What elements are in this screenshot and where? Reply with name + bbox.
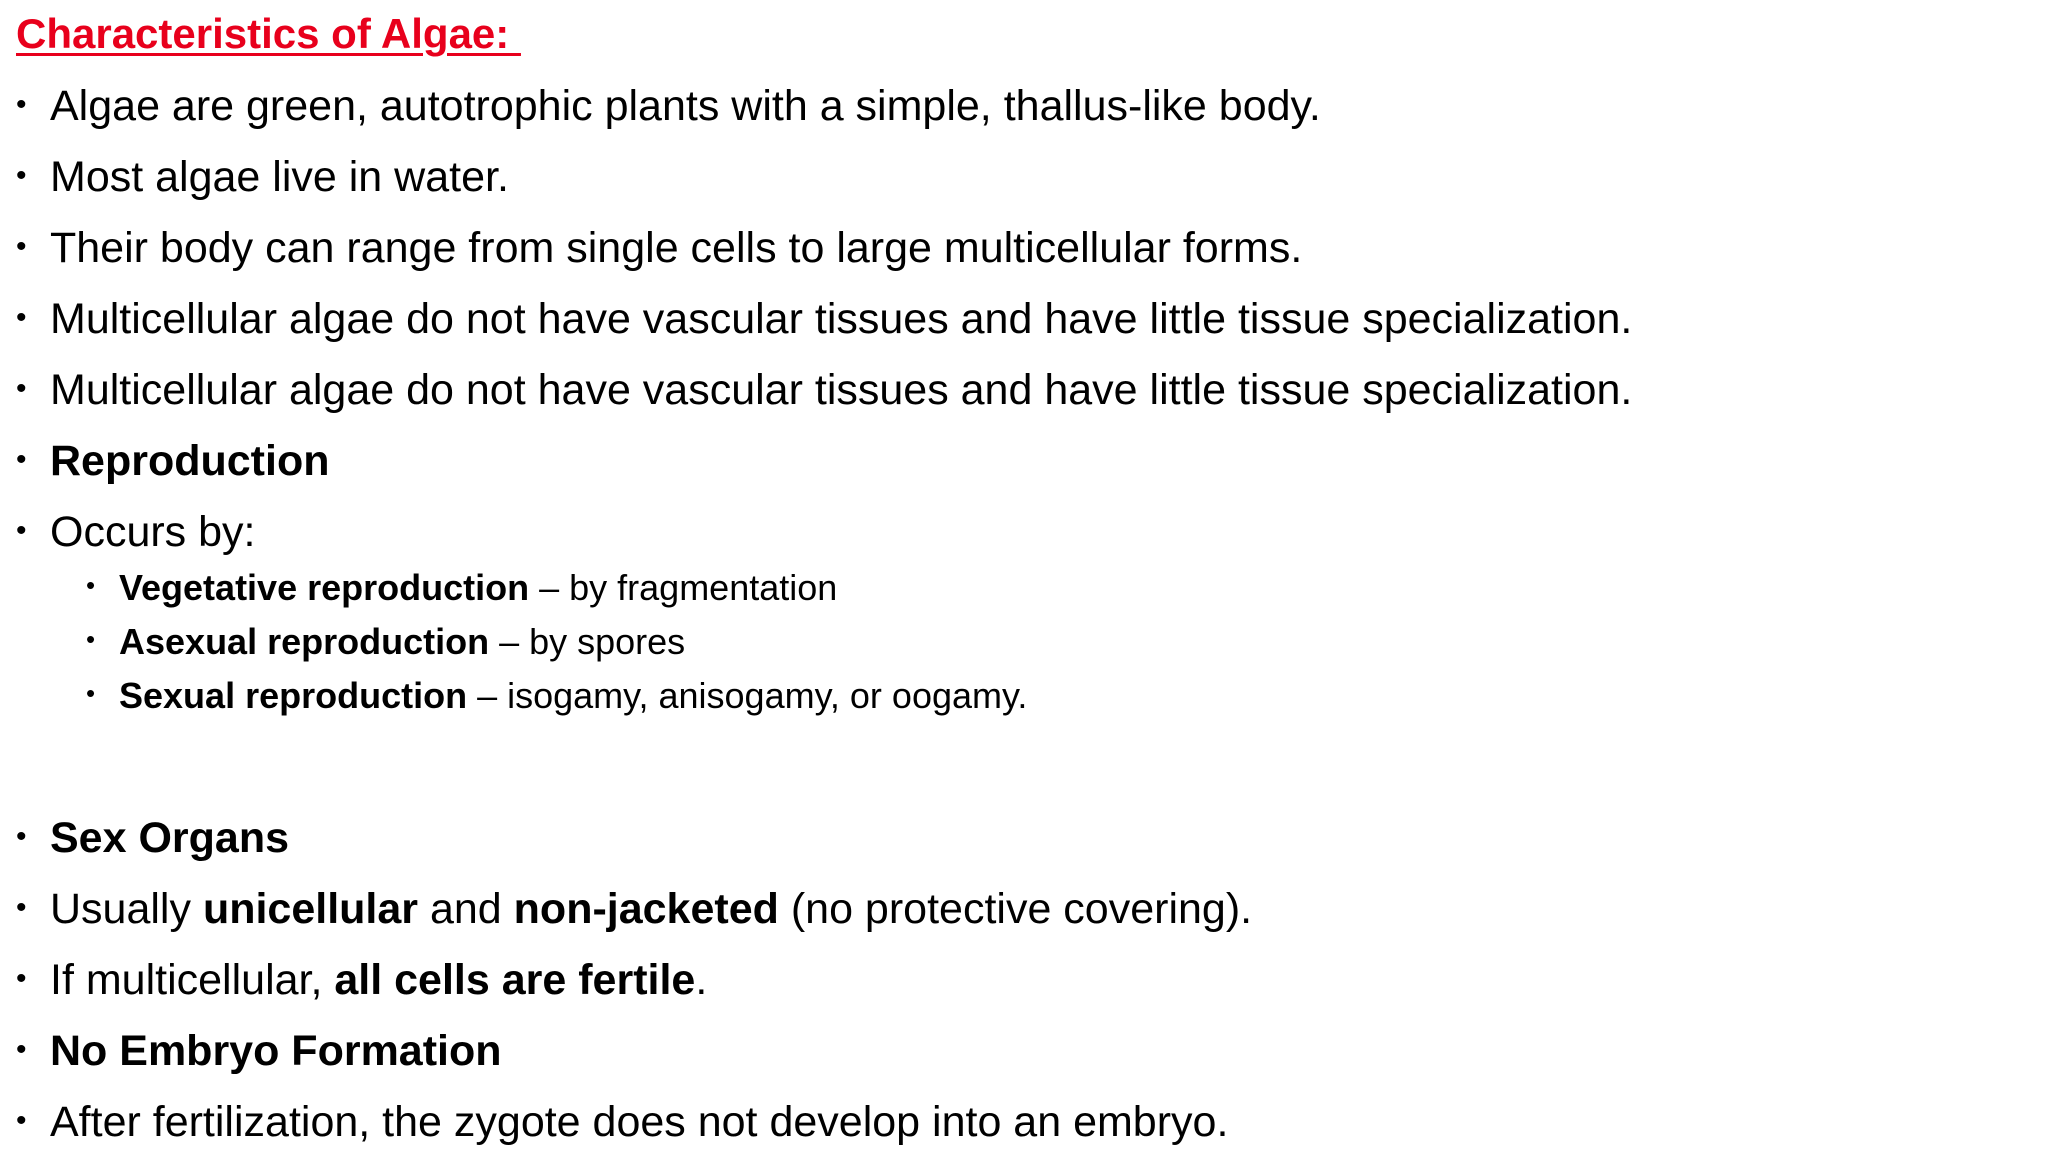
text-run-bold: unicellular: [202, 885, 419, 933]
sub-bullet-icon: •: [86, 678, 96, 708]
bullet-icon: •: [16, 1104, 27, 1137]
section-heading-reproduction: Reproduction: [50, 437, 330, 485]
bullet-text: Occurs by:: [50, 508, 256, 556]
text-run-bold: all cells are fertile: [334, 956, 696, 1004]
sub-bullet-item: [86, 620, 685, 667]
sub-bullet-text: – by fragmentation: [529, 567, 838, 608]
sub-bullet-icon: •: [86, 624, 96, 654]
text-run-bold: non-jacketed: [513, 885, 779, 933]
sub-bullet-bold: Asexual reproduction: [119, 621, 490, 662]
sub-bullet-icon: •: [86, 570, 96, 600]
bullet-icon: •: [16, 962, 27, 995]
bullet-item: [16, 222, 1302, 279]
text-run: (no protective covering).: [778, 885, 1253, 933]
bullet-item: [16, 1096, 1228, 1153]
bullet-icon: •: [16, 301, 27, 334]
bullet-text: Their body can range from single cells to large multicellular forms.: [50, 224, 1303, 272]
bullet-text: Algae are green, autotrophic plants with a simple, thallus-like body.: [50, 82, 1321, 130]
text-run: If multicellular,: [50, 956, 335, 1004]
bullet-icon: •: [16, 230, 27, 263]
bullet-text: Multicellular algae do not have vascular tissues and have little tissue specialization.: [50, 366, 1633, 414]
bullet-item: [16, 883, 1252, 940]
bullet-icon: •: [16, 514, 27, 547]
bullet-item: [16, 151, 509, 208]
sub-bullet-bold: Sexual reproduction: [119, 675, 468, 716]
bullet-icon: •: [16, 1033, 27, 1066]
bullet-text: [50, 883, 1252, 935]
bullet-icon: •: [16, 159, 27, 192]
text-run: and: [418, 885, 514, 933]
sub-bullet-item: [86, 566, 837, 613]
sub-bullet-bold: Vegetative reproduction: [119, 567, 530, 608]
bullet-text: [50, 954, 707, 1006]
bullet-icon: •: [16, 443, 27, 476]
bullet-item: [16, 954, 707, 1011]
bullet-text: Multicellular algae do not have vascular tissues and have little tissue specialization.: [50, 295, 1633, 343]
text-run: Usually: [50, 885, 203, 933]
bullet-item: [16, 364, 1632, 421]
bullet-icon: •: [16, 372, 27, 405]
sub-bullet-text: – isogamy, anisogamy, or oogamy.: [467, 675, 1028, 716]
bullet-item: [16, 293, 1632, 350]
section-heading-embryo: No Embryo Formation: [50, 1027, 502, 1075]
bullet-text: Most algae live in water.: [50, 153, 509, 201]
bullet-item: [16, 80, 1321, 137]
bullet-icon: •: [16, 88, 27, 121]
sub-bullet-text: – by spores: [489, 621, 686, 662]
bullet-item: [16, 506, 256, 563]
bullet-item: [16, 812, 289, 869]
bullet-icon: •: [16, 820, 27, 853]
bullet-icon: •: [16, 891, 27, 924]
slide-title: Characteristics of Algae:: [16, 10, 521, 57]
section-heading-sex-organs: Sex Organs: [50, 814, 289, 862]
bullet-text: After fertilization, the zygote does not develop into an embryo.: [50, 1098, 1229, 1146]
sub-bullet-item: [86, 674, 1027, 721]
bullet-item: [16, 435, 329, 492]
bullet-item: [16, 1025, 502, 1082]
text-run: .: [695, 956, 708, 1004]
